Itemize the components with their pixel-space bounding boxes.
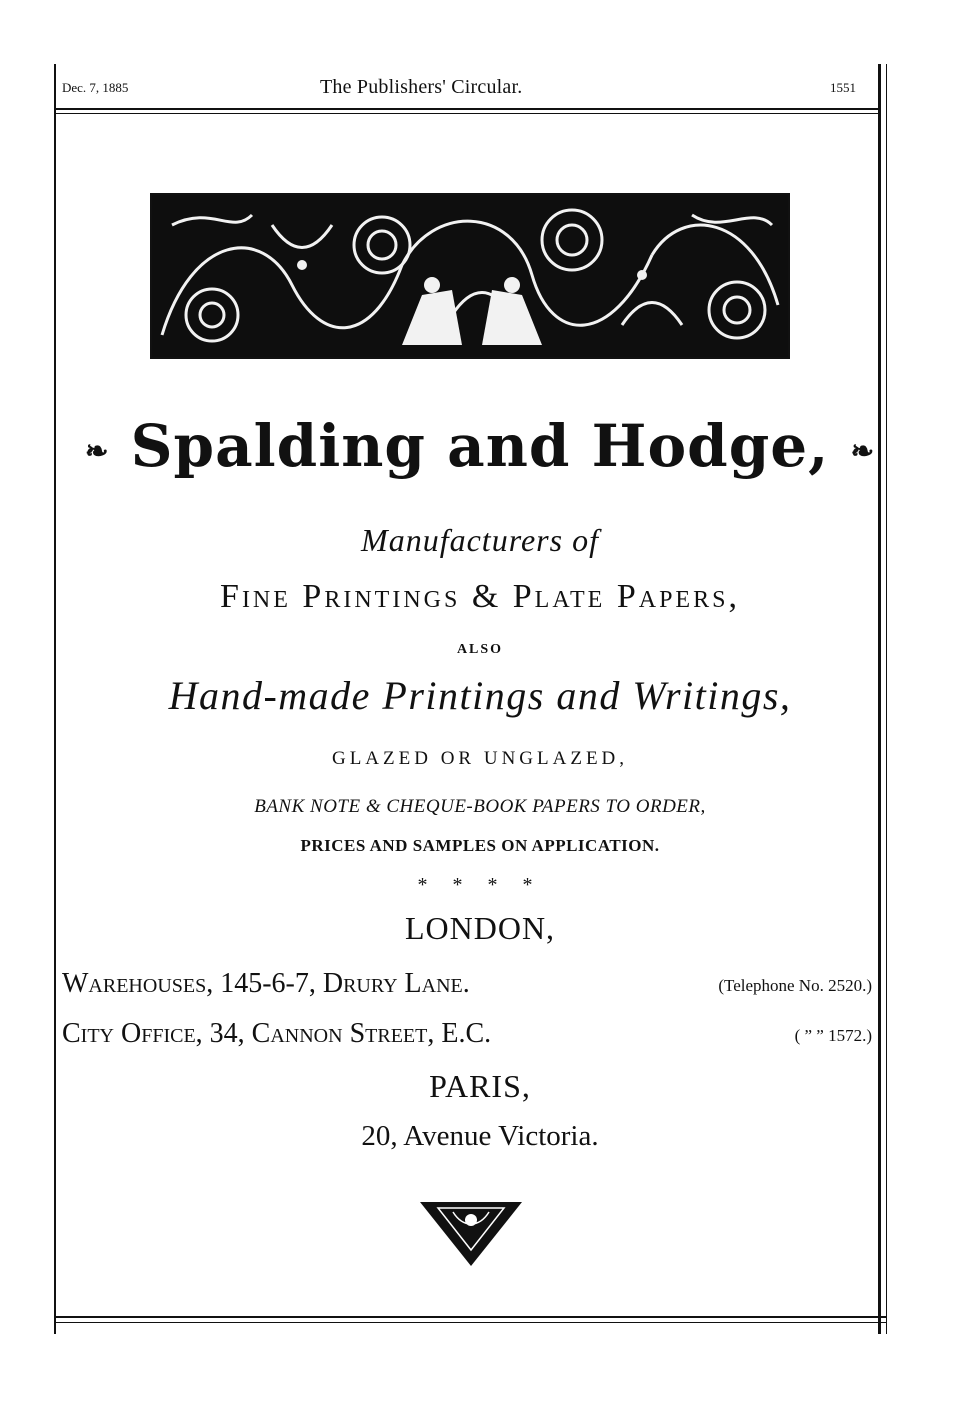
leaf-ornament-icon: ❧ bbox=[84, 434, 110, 468]
city-office-telephone: ( ” ” 1572.) bbox=[794, 1026, 872, 1045]
footer-rule-thin bbox=[56, 1322, 886, 1323]
manufacturers-of: Manufacturers of bbox=[361, 522, 599, 558]
fine-printings-line: Fine Printings & Plate Papers, bbox=[220, 578, 740, 615]
footer-rule bbox=[56, 1316, 886, 1318]
paris-address: 20, Avenue Victoria. bbox=[361, 1120, 599, 1152]
also-label: ALSO bbox=[456, 642, 504, 657]
paris-heading: PARIS, bbox=[429, 1068, 531, 1104]
leaf-ornament-icon: ❧ bbox=[850, 434, 876, 468]
header-title: The Publishers' Circular. bbox=[320, 76, 523, 98]
london-heading: LONDON, bbox=[404, 910, 556, 946]
handmade-line: Hand-made Printings and Writings, bbox=[168, 673, 792, 718]
header-rule bbox=[56, 108, 878, 110]
brand-text: Spalding and Hodge, bbox=[130, 412, 830, 480]
brand-name bbox=[0, 412, 960, 480]
warehouses-address: Warehouses, 145-6-7, Drury Lane. bbox=[62, 968, 470, 999]
bank-note-line: BANK NOTE & CHEQUE-BOOK PAPERS TO ORDER, bbox=[254, 796, 706, 817]
city-office-address: City Office, 34, Cannon Street, E.C. bbox=[62, 1018, 492, 1049]
city-office-row bbox=[62, 1018, 872, 1050]
glazed-line: GLAZED OR UNGLAZED, bbox=[331, 748, 629, 769]
warehouses-row bbox=[62, 968, 872, 1000]
triangle-tailpiece-icon bbox=[418, 1198, 524, 1273]
header-date: Dec. 7, 1885 bbox=[62, 80, 129, 95]
prices-line: PRICES AND SAMPLES ON APPLICATION. bbox=[300, 836, 660, 855]
header-rule-thin bbox=[56, 113, 878, 114]
ornamental-banner bbox=[150, 193, 790, 359]
star-divider: * * * * bbox=[417, 874, 543, 896]
header-page-number: 1551 bbox=[830, 80, 856, 95]
warehouses-telephone: (Telephone No. 2520.) bbox=[718, 976, 872, 995]
